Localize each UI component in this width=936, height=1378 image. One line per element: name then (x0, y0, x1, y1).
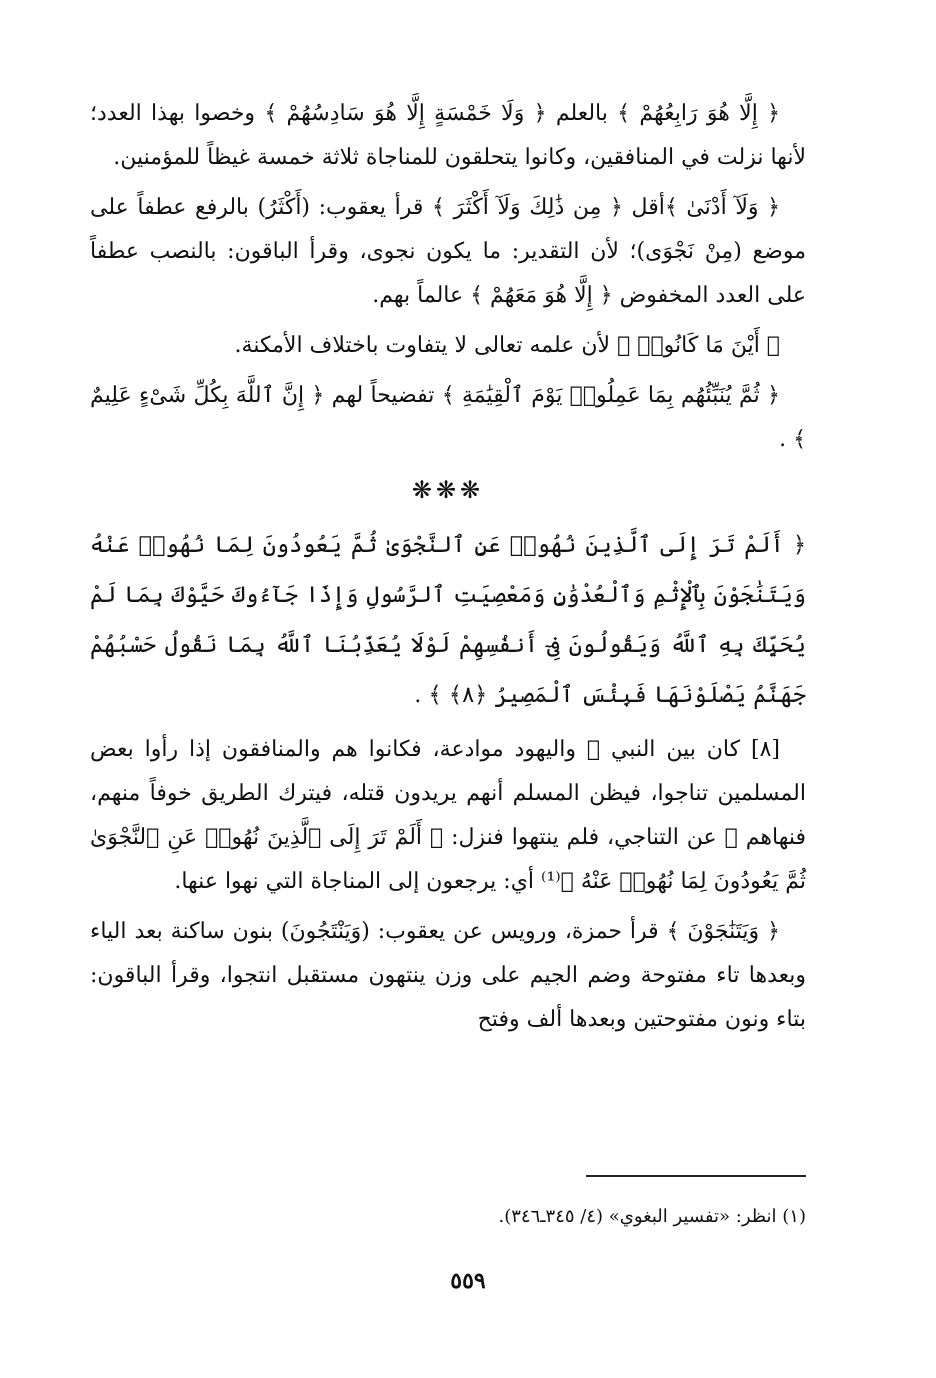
verse-block: ﴿ أَلَمْ تَرَ إِلَى ٱلَّذِينَ نُهُوا۟ عَنِ ٱلنَّجْوَىٰ ثُمَّ يَعُودُونَ لِمَا نُهُوا۟ عَنْهُ وَيَتَنَٰجَوْنَ بِٱلْإِثْمِ وَٱلْعُدْوَٰنِ وَمَعْصِيَتِ ٱلرَّسُولِ وَإِذَا جَآءُوكَ حَيَّوْكَ بِمَا لَمْ يُحَيِّكَ بِهِ ٱللَّهُ وَيَقُولُونَ فِىٓ أَنفُسِهِمْ لَوْلَا يُعَذِّبُنَا ٱللَّهُ بِمَا نَقُولُ حَسْبُهُمْ جَهَنَّمُ يَصْلَوْنَهَا فَبِئْسَ ٱلْمَصِيرُ ﴿٨﴾ ﴾ . (90, 532, 806, 708)
page-number: ٥٥٩ (450, 1268, 486, 1294)
paragraph-5: [٨] كان بين النبي ﷺ واليهود موادعة، فكانوا هم والمنافقون إذا رأوا بعض المسلمين تناجوا، فيظن المسلم أنهم يريدون قتله، فيترك الطريق خوفاً منهم، فنهاهم ﷺ عن التناجي، فلم ينتهوا فنزل: ﴿ أَلَمْ تَرَ إِلَى ٱلَّذِينَ نُهُوا۟ عَنِ ٱلنَّجْوَىٰ ثُمَّ يَعُودُونَ لِمَا نُهُوا۟ عَنْهُ ﴾⁽¹⁾ أي: يرجعون إلى المناجاة التي نهوا عنها. (90, 737, 806, 894)
paragraph-4: ﴿ ثُمَّ يُنَبِّئُهُم بِمَا عَمِلُوا۟ يَوْمَ ٱلْقِيَٰمَةِ ﴾ تفضيحاً لهم ﴿ إِنَّ ٱللَّهَ بِكُلِّ شَىْءٍ عَلِيمٌ ﴾ . (90, 383, 806, 452)
footnote: (١) انظر: «تفسير البغوي» (٤/ ٣٤٥ـ٣٤٦). (498, 1206, 806, 1227)
section-separator: ❋❋❋ (411, 476, 485, 504)
paragraph-2: ﴿ وَلَآ أَدْنَىٰ ﴾أقل ﴿ مِن ذَٰلِكَ وَلَآ أَكْثَرَ ﴾ قرأ يعقوب: (أَكْثَرُ) بالرفع عطفاً على موضع (مِنْ نَجْوَى)؛ لأن التقدير: ما يكون نجوى، وقرأ الباقون: بالنصب عطفاً على العدد المخفوض ﴿ إِلَّا هُوَ مَعَهُمْ ﴾ عالماً بهم. (90, 195, 806, 308)
footnote-divider (586, 1175, 806, 1177)
page-body (90, 92, 806, 1042)
paragraph-6: ﴿ وَيَتَنَٰجَوْنَ ﴾ قرأ حمزة، ورويس عن يعقوب: (وَيَنْتَجُونَ) بنون ساكنة بعد الياء وبعدها تاء مفتوحة وضم الجيم على وزن ينتهون مستقبل انتجوا، وقرأ الباقون: بتاء ونون مفتوحتين وبعدها ألف وفتح (90, 919, 806, 1032)
paragraph-1: ﴿ إِلَّا هُوَ رَابِعُهُمْ ﴾ بالعلم ﴿ وَلَا خَمْسَةٍ إِلَّا هُوَ سَادِسُهُمْ ﴾ وخصوا بهذا العدد؛ لأنها نزلت في المنافقين، وكانوا يتحلقون للمناجاة ثلاثة خمسة غيظاً للمؤمنين. (90, 101, 806, 170)
paragraph-3: ﴿ أَيْنَ مَا كَانُوا۟ ﴾ لأن علمه تعالى لا يتفاوت باختلاف الأمكنة. (234, 333, 780, 358)
